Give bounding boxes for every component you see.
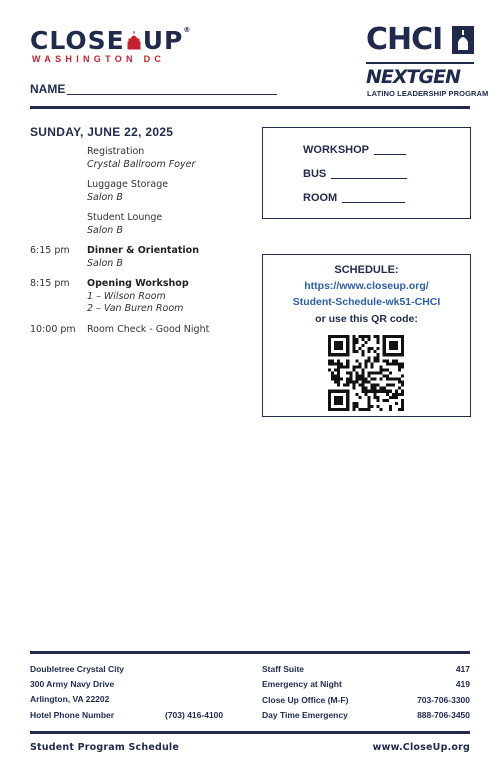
contact-value: 419 — [455, 679, 470, 690]
schedule-item — [30, 146, 260, 171]
contact-row — [262, 695, 470, 710]
capitol-icon — [126, 30, 142, 50]
schedule-item — [30, 278, 260, 316]
room-label: ROOM — [303, 192, 338, 204]
contact-row — [262, 710, 470, 725]
schedule-time: 10:00 pm — [30, 323, 76, 335]
logo-text-left: CLOSE — [30, 26, 125, 55]
contact-row — [262, 664, 470, 679]
schedule-heading: SCHEDULE: — [334, 264, 399, 276]
hotel-name: Doubletree Crystal City — [30, 664, 124, 674]
schedule-item — [30, 324, 260, 337]
program-tagline: LATINO LEADERSHIP PROGRAM — [367, 89, 489, 98]
room-field[interactable] — [303, 192, 405, 204]
bus-label: BUS — [303, 168, 327, 180]
schedule-title: Room Check - Good Night — [87, 323, 210, 335]
schedule-title: Dinner & Orientation — [87, 245, 199, 256]
hotel-address1: 300 Army Navy Drive — [30, 679, 115, 689]
hotel-address2: Arlington, VA 22202 — [30, 694, 110, 704]
hotel-phone: (703) 416-4100 — [165, 710, 224, 720]
bus-field[interactable] — [303, 168, 407, 180]
schedule-item — [30, 245, 260, 270]
schedule-title: Opening Workshop — [87, 278, 189, 289]
schedule-item — [30, 179, 260, 204]
nextgen-logo: NEXTGEN — [366, 66, 460, 88]
schedule-location: Salon B — [87, 191, 123, 203]
schedule-link-box — [262, 254, 471, 417]
workshop-label: WORKSHOP — [303, 144, 369, 156]
contact-value: 703-706-3300 — [417, 694, 470, 705]
schedule-time — [30, 146, 87, 171]
day-heading: SUNDAY, JUNE 22, 2025 — [30, 125, 174, 139]
contact-value: 417 — [455, 664, 470, 674]
schedule-list — [30, 146, 260, 344]
schedule-time — [30, 212, 87, 237]
header-rule — [30, 106, 470, 109]
capitol-dome-icon — [452, 26, 474, 54]
logo-divider — [366, 62, 474, 64]
contact-value: 888-706-3450 — [417, 709, 470, 720]
footer-rule-bottom — [30, 731, 470, 734]
schedule-title: Student Lounge — [87, 212, 163, 223]
logo-subtitle: WASHINGTON DC — [32, 54, 166, 64]
schedule-location: Crystal Ballroom Foyer — [87, 158, 196, 170]
schedule-url-line2[interactable]: Student-Schedule-wk51-CHCI — [292, 296, 441, 308]
document-title: Student Program Schedule — [30, 742, 180, 753]
schedule-time: 6:15 pm — [30, 245, 70, 256]
closeup-logo — [30, 26, 191, 55]
chci-logo: CHCI — [366, 22, 443, 57]
schedule-time — [30, 179, 87, 204]
contact-label: Close Up Office (M-F) — [262, 694, 349, 705]
schedule-location: Salon B — [87, 224, 123, 236]
schedule-time: 8:15 pm — [30, 278, 70, 289]
schedule-title: Registration — [87, 146, 145, 157]
footer-rule-top — [30, 651, 470, 654]
registered-icon: ® — [183, 26, 192, 34]
schedule-location: Salon B — [87, 257, 123, 269]
logo-text-right: UP — [142, 26, 184, 55]
hotel-phone-label: Hotel Phone Number — [30, 710, 115, 720]
contact-row — [262, 679, 470, 694]
contact-label: Emergency at Night — [262, 679, 342, 690]
contact-list — [262, 664, 470, 725]
name-label: NAME — [30, 82, 66, 96]
schedule-location: 2 – Van Buren Room — [87, 303, 184, 314]
contact-label: Staff Suite — [262, 664, 305, 674]
website-link[interactable]: www.CloseUp.org — [372, 742, 470, 753]
schedule-location: 1 – Wilson Room — [87, 290, 166, 302]
assignment-box — [262, 127, 471, 219]
schedule-url-line1[interactable]: https://www.closeup.org/ — [304, 280, 429, 292]
workshop-field[interactable] — [303, 144, 406, 156]
name-field-line[interactable] — [67, 94, 277, 95]
qr-code-icon[interactable] — [328, 335, 404, 411]
schedule-item — [30, 212, 260, 237]
schedule-title: Luggage Storage — [87, 179, 169, 190]
contact-label: Day Time Emergency — [262, 709, 348, 720]
qr-label: or use this QR code: — [315, 313, 418, 325]
